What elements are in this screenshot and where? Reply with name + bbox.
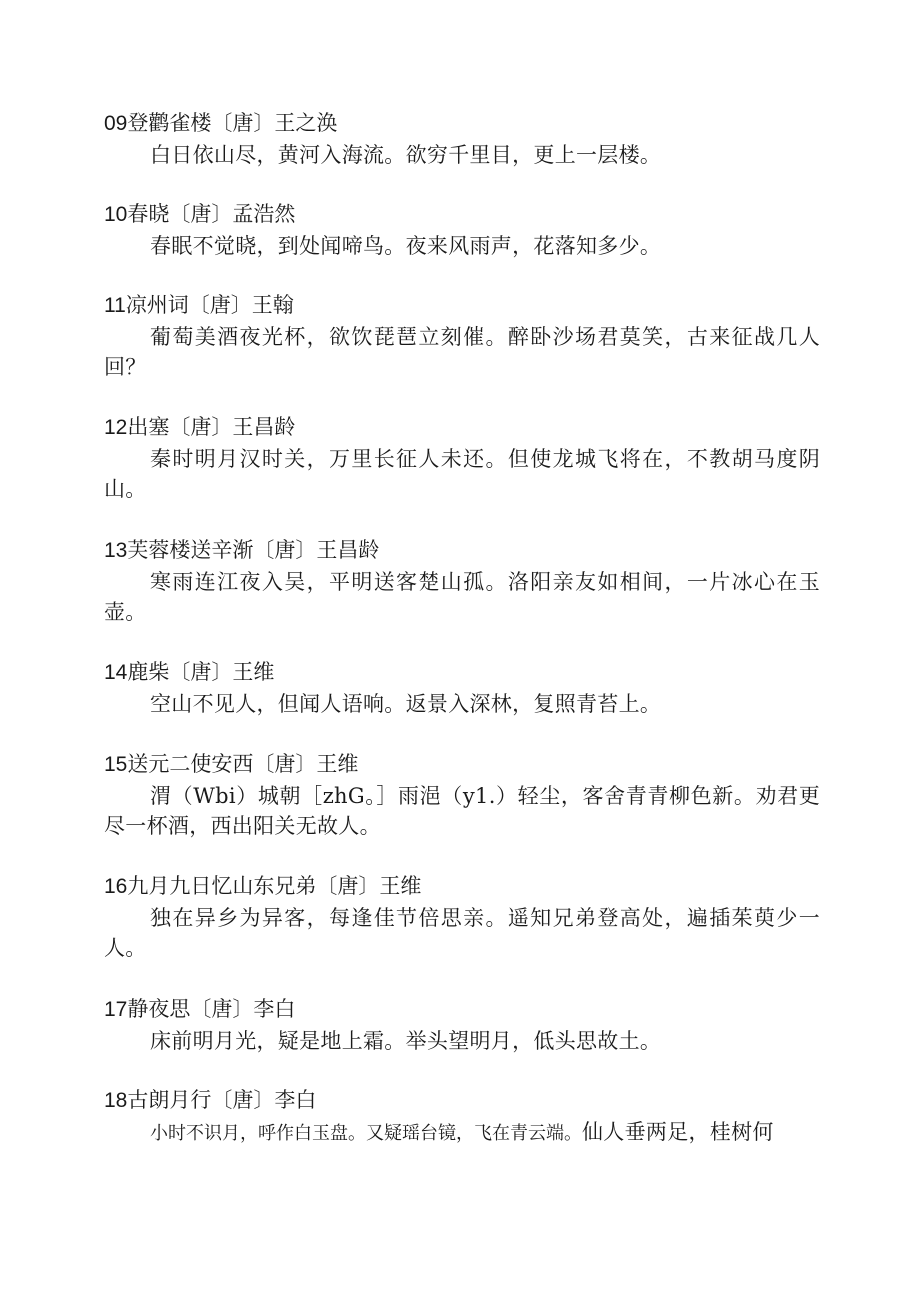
poem-heading: 送元二使安西〔唐〕王维 (127, 752, 359, 776)
poem-title (104, 108, 820, 138)
poem-heading: 春晓〔唐〕孟浩然 (127, 202, 296, 226)
poem-heading: 古朗月行〔唐〕李白 (127, 1088, 317, 1112)
poem-text: 渭（Wbi）城朝［zhG。］雨浥（y1.）轻尘，客舍青青柳色新。劝君更尽一杯酒，西出阳关无故人。 (104, 784, 820, 838)
poem-text: 寒雨连江夜入吴，平明送客楚山孤。洛阳亲友如相间，一片冰心在玉壶。 (104, 570, 820, 624)
poem-heading: 九月九日忆山东兄弟〔唐〕王维 (127, 874, 422, 898)
poem-number: 18 (104, 1089, 128, 1112)
poem-text: 葡萄美酒夜光杯，欲饮琵琶立刻催。醉卧沙场君莫笑，古来征战几人回？ (104, 325, 820, 379)
poem-title (104, 290, 820, 320)
poem-heading: 登鹳雀楼〔唐〕王之涣 (127, 111, 338, 135)
poem-09 (104, 108, 820, 170)
poem-12 (104, 412, 820, 504)
poem-title (104, 412, 820, 442)
poem-17 (104, 994, 820, 1056)
poem-text-part-a: 小时不识月，呼作白玉盘。又疑瑶台镜，飞在青云端。 (150, 1123, 582, 1144)
poem-heading: 出塞〔唐〕王昌龄 (127, 415, 296, 439)
poem-heading: 凉州词〔唐〕王翰 (125, 293, 294, 317)
poem-title (104, 657, 820, 687)
poem-title (104, 871, 820, 901)
poem-title (104, 199, 820, 229)
poem-heading: 芙蓉楼送辛渐〔唐〕王昌龄 (127, 538, 380, 562)
poem-number: 14 (104, 661, 128, 684)
poem-heading: 鹿柴〔唐〕王维 (127, 660, 275, 684)
poem-title (104, 994, 820, 1024)
poem-text: 白日依山尽，黄河入海流。欲穷千里目，更上一层楼。 (150, 143, 662, 167)
poem-title (104, 1085, 820, 1115)
poem-number: 09 (104, 112, 128, 135)
poem-16 (104, 871, 820, 963)
poem-number: 13 (104, 539, 128, 562)
poem-number: 11 (104, 294, 126, 317)
poem-text: 独在异乡为异客，每逢佳节倍思亲。遥知兄弟登高处，遍插茱萸少一人。 (104, 906, 820, 960)
poem-number: 12 (104, 416, 128, 439)
poem-number: 10 (104, 203, 128, 226)
poem-number: 15 (104, 753, 128, 776)
poem-text: 秦时明月汉时关，万里长征人未还。但使龙城飞将在，不教胡马度阴山。 (104, 447, 820, 501)
poem-title (104, 749, 820, 779)
poem-title (104, 535, 820, 565)
poem-text-part-b: 仙人垂两足，桂树何 (582, 1120, 774, 1144)
poem-text: 床前明月光，疑是地上霜。举头望明月，低头思故土。 (150, 1029, 662, 1053)
poem-13 (104, 535, 820, 627)
poem-heading: 静夜思〔唐〕李白 (127, 997, 296, 1021)
poem-14 (104, 657, 820, 719)
poem-text: 空山不见人，但闻人语响。返景入深林，复照青苔上。 (150, 692, 662, 716)
poem-15 (104, 749, 820, 841)
poem-11 (104, 290, 820, 382)
poem-text: 春眠不觉晓，到处闻啼鸟。夜来风雨声，花落知多少。 (150, 234, 662, 258)
poem-10 (104, 199, 820, 261)
poem-number: 17 (104, 998, 128, 1021)
poem-18 (104, 1085, 820, 1149)
poem-text (104, 1117, 820, 1149)
poem-number: 16 (104, 875, 128, 898)
